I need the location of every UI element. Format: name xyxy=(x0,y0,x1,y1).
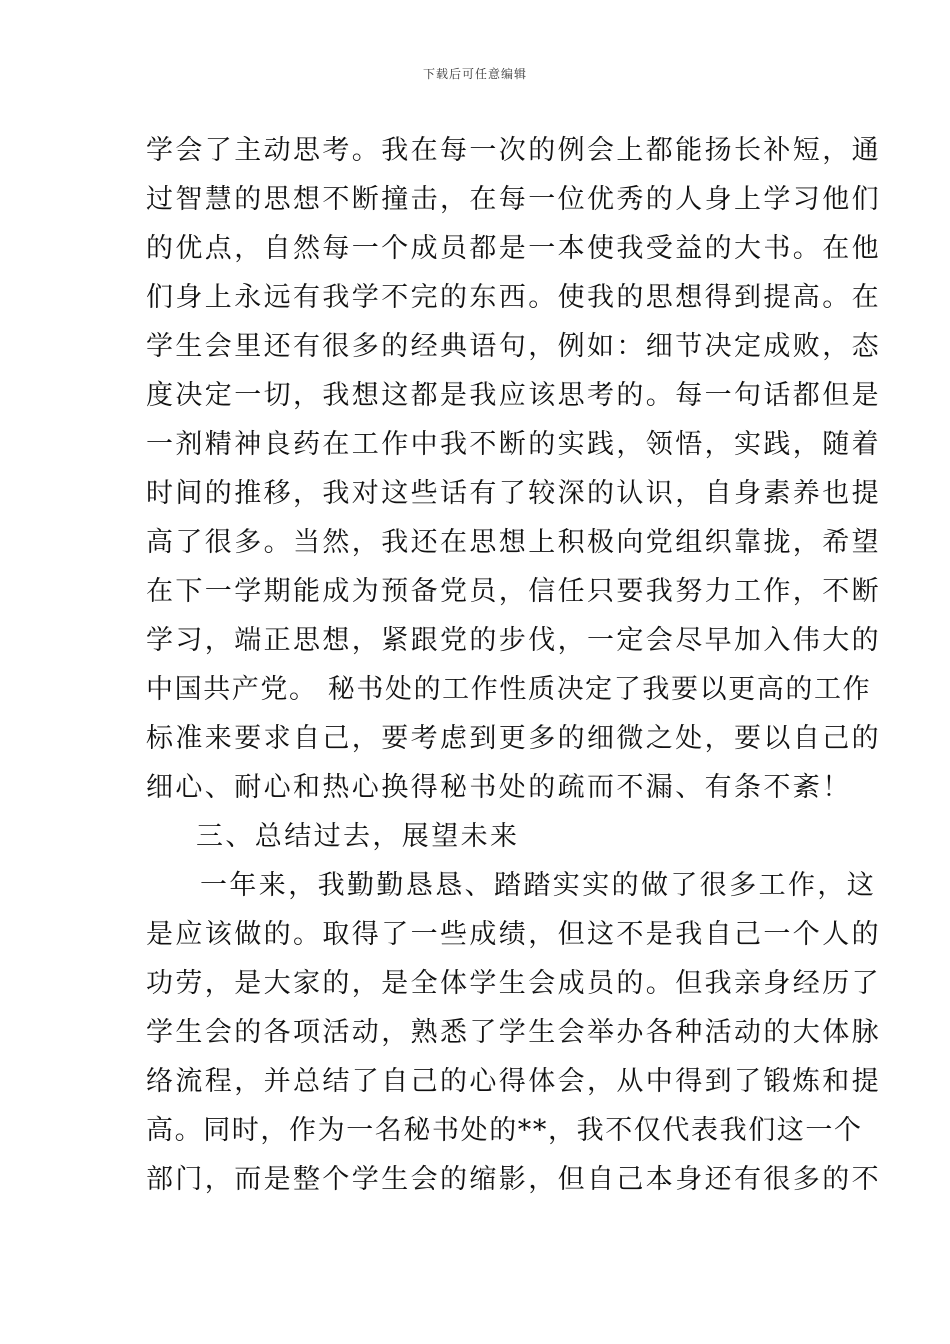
paragraph-line: 学习，端正思想，紧跟党的步伐，一定会尽早加入伟大的 xyxy=(146,625,881,656)
paragraph-line: 部门，而是整个学生会的缩影，但自己本身还有很多的不 xyxy=(146,1164,881,1195)
paragraph-line: 中国共产党。 秘书处的工作性质决定了我要以更高的工作 xyxy=(146,674,872,705)
paragraph-line: 高。同时，作为一名秘书处的**，我不仅代表我们这一个 xyxy=(146,1115,863,1146)
document-body xyxy=(146,126,881,1204)
paragraph-line: 功劳，是大家的，是全体学生会成员的。但我亲身经历了 xyxy=(146,968,881,999)
paragraph-line: 度决定一切，我想这都是我应该思考的。每一句话都但是 xyxy=(146,380,881,411)
paragraph-line: 一年来，我勤勤恳恳、踏踏实实的做了很多工作，这 xyxy=(200,870,877,901)
paragraph-line: 高了很多。当然，我还在思想上积极向党组织靠拢，希望 xyxy=(146,527,881,558)
paragraph-line: 在下一学期能成为预备党员，信任只要我努力工作，不断 xyxy=(146,576,881,607)
paragraph-line: 络流程，并总结了自己的心得体会，从中得到了锻炼和提 xyxy=(146,1066,881,1097)
paragraph-line: 过智慧的思想不断撞击，在每一位优秀的人身上学习他们 xyxy=(146,184,881,215)
paragraph-line: 们身上永远有我学不完的东西。使我的思想得到提高。在 xyxy=(146,282,881,313)
paragraph-line: 学会了主动思考。我在每一次的例会上都能扬长补短，通 xyxy=(146,135,881,166)
paragraph-line: 是应该做的。取得了一些成绩，但这不是我自己一个人的 xyxy=(146,919,881,950)
paragraph-line: 学生会的各项活动，熟悉了学生会举办各种活动的大体脉 xyxy=(146,1017,881,1048)
paragraph-line: 学生会里还有很多的经典语句，例如：细节决定成败，态 xyxy=(146,331,881,362)
section-heading: 三、总结过去，展望未来 xyxy=(196,821,520,852)
paragraph-line: 的优点，自然每一个成员都是一本使我受益的大书。在他 xyxy=(146,233,881,264)
paragraph-line: 标准来要求自己，要考虑到更多的细微之处，要以自己的 xyxy=(146,723,881,754)
paragraph-line: 细心、耐心和热心换得秘书处的疏而不漏、有条不紊！ xyxy=(146,772,852,803)
paragraph-line: 一剂精神良药在工作中我不断的实践，领悟，实践，随着 xyxy=(146,429,881,460)
paragraph-line: 时间的推移，我对这些话有了较深的认识，自身素养也提 xyxy=(146,478,881,509)
header-note: 下载后可任意编辑 xyxy=(422,67,527,81)
